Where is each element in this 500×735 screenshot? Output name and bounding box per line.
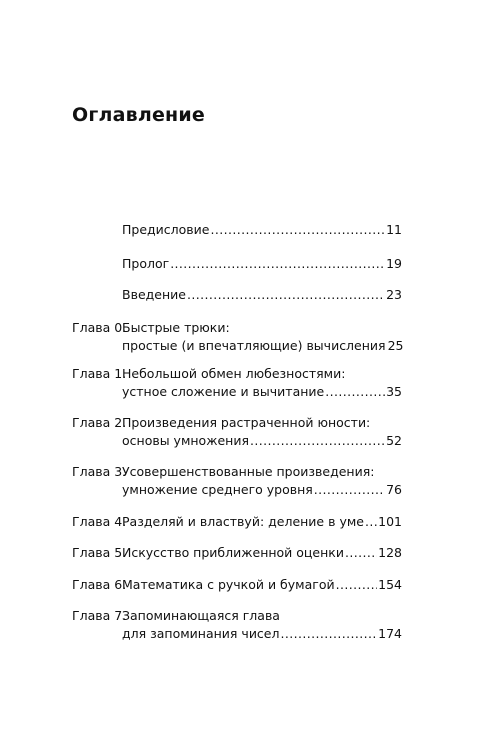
toc-page-number: 11 [386, 222, 402, 237]
chapter-label: Глава 2. [72, 415, 127, 430]
toc-entry-title: Разделяй и властвуй: деление в уме [122, 514, 364, 529]
page-title: Оглавление [72, 104, 205, 126]
toc-entry-title: Быстрые трюки: [122, 320, 230, 335]
dot-leader [187, 287, 385, 303]
toc-page-number: 128 [378, 545, 402, 560]
toc-page-number: 76 [386, 482, 402, 497]
toc-entry-chapter-4 [0, 514, 500, 530]
chapter-label: Глава 6. [72, 577, 127, 592]
toc-entry-title: Усовершенствованные произведения: [122, 464, 375, 479]
toc-page-number: 174 [378, 626, 402, 641]
toc-entry-title: Пролог [122, 256, 170, 271]
toc-entry-preface [0, 222, 500, 238]
toc-entry-title: Введение [122, 287, 186, 302]
toc-entry-title: Математика с ручкой и бумагой [122, 577, 335, 592]
toc-entry-subtitle: устное сложение и вычитание [122, 384, 325, 399]
toc-entry-prologue [0, 256, 500, 272]
toc-page-number: 154 [378, 577, 402, 592]
toc-entry-chapter-3 [0, 464, 500, 500]
toc-entry-title: Искусство приближенной оценки [122, 545, 344, 560]
toc-entry-title: Запоминающаяся глава [122, 608, 280, 623]
toc-entry-chapter-2 [0, 415, 500, 451]
chapter-label: Глава 3. [72, 464, 127, 479]
toc-entry-chapter-5 [0, 545, 500, 561]
chapter-label: Глава 5. [72, 545, 127, 560]
dot-leader [345, 545, 377, 561]
dot-leader [250, 433, 385, 449]
chapter-label: Глава 7. [72, 608, 127, 623]
dot-leader [170, 256, 385, 272]
chapter-label: Глава 0. [72, 320, 127, 335]
toc-entry-subtitle: основы умножения [122, 433, 249, 448]
toc-page-number: 52 [386, 433, 402, 448]
toc-entry-subtitle: простые (и впечатляющие) вычисления [122, 338, 386, 353]
toc-page-number: 35 [386, 384, 402, 399]
toc-entry-title: Небольшой обмен любезностями: [122, 366, 346, 381]
toc-entry-title: Произведения растраченной юности: [122, 415, 371, 430]
dot-leader [210, 222, 385, 238]
chapter-label: Глава 4. [72, 514, 127, 529]
toc-page-number: 25 [387, 338, 404, 353]
toc-entry-chapter-1 [0, 366, 500, 402]
dot-leader [281, 626, 378, 642]
dot-leader [365, 514, 377, 530]
chapter-label: Глава 1. [72, 366, 127, 381]
toc-entry-chapter-6 [0, 577, 500, 593]
dot-leader [336, 577, 378, 593]
toc-entry-title: Предисловие [122, 222, 210, 237]
toc-entry-chapter-7 [0, 608, 500, 644]
dot-leader [314, 482, 385, 498]
toc-entry-chapter-0 [0, 320, 500, 356]
toc-entry-subtitle: для запоминания чисел [122, 626, 280, 641]
toc-entry-introduction [0, 287, 500, 303]
toc-entry-subtitle: умножение среднего уровня [122, 482, 313, 497]
toc-page-number: 23 [386, 287, 402, 302]
dot-leader [325, 384, 385, 400]
toc-page-number: 19 [386, 256, 402, 271]
toc-page-number: 101 [378, 514, 402, 529]
